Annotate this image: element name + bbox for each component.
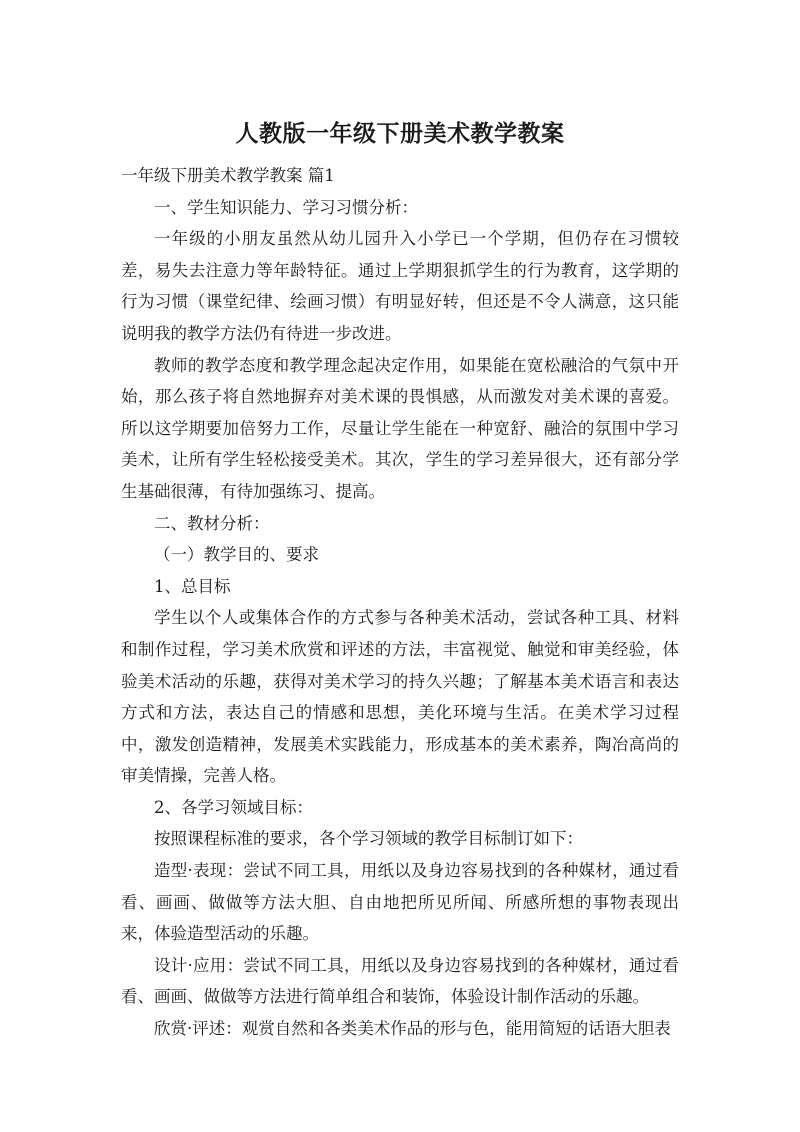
heading-student-analysis: 一、学生知识能力、学习习惯分析：	[154, 197, 418, 217]
heading-teaching-goals: （一）教学目的、要求	[154, 545, 319, 565]
paragraph-student-habits: 一年级的小朋友虽然从幼儿园升入小学已一个学期，但仍存在习惯较差，易失去注意力等年龄特征。通过上学期狠抓学生的行为教育，这学期的行为习惯（课堂纪律、绘画习惯）有明显好转，但还是不令人满意，这只能说明我的教学方法仍有待进一步改进。	[121, 229, 679, 343]
document-title: 人教版一年级下册美术教学教案	[235, 121, 565, 147]
paragraph-curriculum-standard: 按照课程标准的要求，各个学习领域的教学目标制订如下：	[154, 829, 583, 849]
paragraph-modeling-expression: 造型·表现：尝试不同工具，用纸以及身边容易找到的各种媒材，通过看看、画画、做做等方法大胆、自由地把所见所闻、所感所想的事物表现出来，体验造型活动的乐趣。	[121, 861, 679, 944]
section-heading-piece-1: 一年级下册美术教学教案 篇1	[121, 166, 335, 185]
heading-textbook-analysis: 二、教材分析：	[154, 513, 270, 533]
paragraph-overall-goal: 学生以个人或集体合作的方式参与各种美术活动，尝试各种工具、材料和制作过程，学习美术欣赏和评述的方法，丰富视觉、触觉和审美经验，体验美术活动的乐趣，获得对美术学习的持久兴趣；了解基本美术语言和表达方式和方法，表达自己的情感和思想，美化环境与生活。在美术学习过程中，激发创造精神，发展美术实践能力，形成基本的美术素养，陶冶高尚的审美情操，完善人格。	[121, 608, 679, 786]
heading-domain-goals: 2、各学习领域目标：	[154, 797, 313, 817]
document-body	[121, 160, 679, 1045]
heading-overall-goal: 1、总目标	[154, 576, 231, 596]
paragraph-appreciation-review: 欣赏·评述：观赏自然和各类美术作品的形与色，能用简短的话语大胆表	[154, 1019, 671, 1039]
paragraph-design-application: 设计·应用：尝试不同工具，用纸以及身边容易找到的各种媒材，通过看看、画画、做做等方法进行简单组合和装饰，体验设计制作活动的乐趣。	[121, 955, 679, 1007]
paragraph-teacher-attitude: 教师的教学态度和教学理念起决定作用，如果能在宽松融洽的气氛中开始，那么孩子将自然地摒弃对美术课的畏惧感，从而激发对美术课的喜爱。所以这学期要加倍努力工作，尽量让学生能在一种宽舒、融洽的氛围中学习美术，让所有学生轻松接受美术。其次，学生的学习差异很大，还有部分学生基础很薄，有待加强练习、提高。	[121, 355, 679, 501]
